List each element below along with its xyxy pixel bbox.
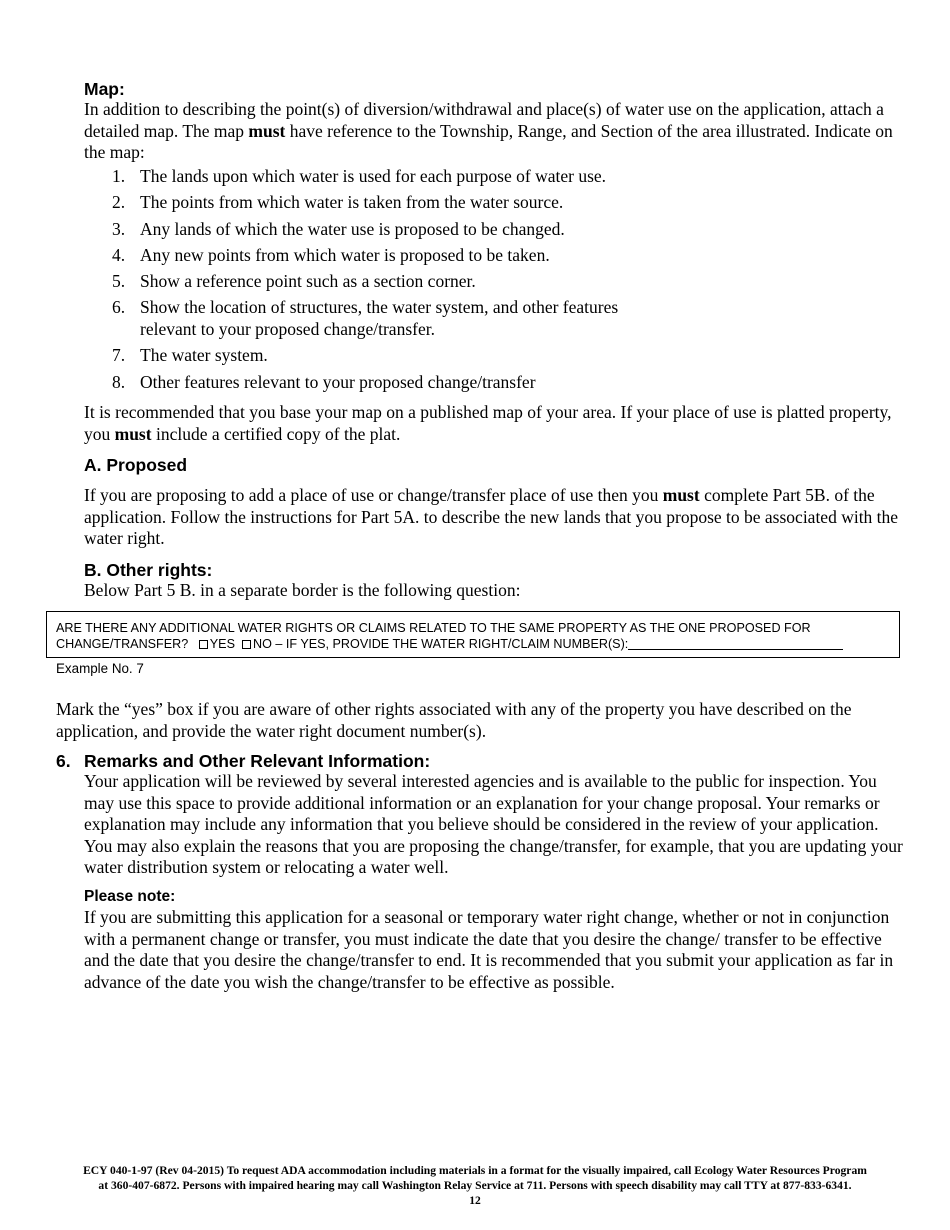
no-checkbox[interactable] bbox=[242, 640, 251, 649]
yes-checkbox[interactable] bbox=[199, 640, 208, 649]
please-note-heading: Please note: bbox=[84, 888, 176, 905]
page-footer bbox=[30, 1163, 920, 1208]
list-item-number: 1. bbox=[112, 166, 126, 186]
list-item-number: 2. bbox=[112, 192, 126, 213]
mark-yes-text: Mark the “yes” box if you are aware of other rights associated with any of the property you have described on the application, and provide the water right document number(s). bbox=[56, 699, 852, 741]
list-item-number: 4. bbox=[112, 244, 126, 265]
footer-line-1: ECY 040-1-97 (Rev 04-2015) To request ADA accommodation including materials in a format for the visually impaired, call Ecology Water Resources Program bbox=[83, 1164, 867, 1177]
list-item bbox=[112, 192, 712, 214]
list-item-text: Any new points from which water is proposed to be taken. bbox=[140, 244, 550, 265]
list-item-text: The points from which water is taken from the water source. bbox=[140, 192, 564, 213]
remarks-text: Your application will be reviewed by several interested agencies and is available to the public for inspection. You may use this space to provide additional information or an explanation for your change proposal. Your remarks or explanation may include any information that you believe should be considered in the review of your application. You may also explain the reasons that you are proposing the change/transfer, for example, that you are updating your water distribution system or relocating a water well. bbox=[84, 771, 903, 877]
question-line-1: ARE THERE ANY ADDITIONAL WATER RIGHTS OR CLAIMS RELATED TO THE SAME PROPERTY AS THE ONE PROPOSED FOR bbox=[56, 621, 811, 635]
list-item bbox=[112, 245, 712, 267]
remarks-heading: Remarks and Other Relevant Information: bbox=[84, 751, 431, 771]
list-item-number: 5. bbox=[112, 271, 126, 292]
question-line-2: CHANGE/TRANSFER? YES NO – IF YES, PROVIDE THE WATER RIGHT/CLAIM NUMBER(S): bbox=[56, 636, 890, 652]
list-item-text: Any lands of which the water use is proposed to be changed. bbox=[140, 218, 565, 239]
list-item-number: 7. bbox=[112, 345, 126, 366]
other-rights-question-box bbox=[46, 611, 900, 658]
proposed-text: If you are proposing to add a place of use or change/transfer place of use then you must complete Part 5B. of the application. Follow the instructions for Part 5A. to describe the new lands that you propose to be associated with the water right. bbox=[84, 485, 899, 548]
page-number: 12 bbox=[469, 1194, 481, 1207]
list-item bbox=[112, 372, 712, 394]
other-rights-heading: B. Other rights: bbox=[84, 560, 213, 580]
list-item-text: The lands upon which water is used for each purpose of water use. bbox=[140, 166, 607, 186]
list-item bbox=[112, 166, 712, 188]
map-intro: In addition to describing the point(s) of diversion/withdrawal and place(s) of water use on the application, attach a detailed map. The map must have reference to the Township, Range, and Section of the area illustrated. Indicate on the map: bbox=[84, 99, 893, 162]
other-rights-text: Below Part 5 B. in a separate border is the following question: bbox=[84, 580, 521, 600]
list-item-number: 3. bbox=[112, 218, 126, 239]
example-label: Example No. 7 bbox=[56, 661, 144, 676]
remarks-number: 6. bbox=[56, 751, 71, 771]
list-item-text: The water system. bbox=[140, 345, 268, 366]
list-item-text: Other features relevant to your proposed change/transfer bbox=[140, 371, 536, 392]
list-item bbox=[112, 297, 712, 340]
claim-number-line[interactable] bbox=[628, 637, 843, 650]
footer-line-2: at 360-407-6872. Persons with impaired hearing may call Washington Relay Service at 711. Persons with speech disability may call TTY at 877-833-6341. bbox=[98, 1179, 852, 1192]
map-heading: Map: bbox=[84, 79, 125, 99]
list-item bbox=[112, 271, 712, 293]
list-item-text: Show a reference point such as a section corner. bbox=[140, 271, 476, 292]
map-requirements-list bbox=[112, 166, 712, 398]
list-item bbox=[112, 219, 712, 241]
map-recommendation: It is recommended that you base your map on a published map of your area. If your place of use is platted property, you must include a certified copy of the plat. bbox=[84, 402, 892, 444]
list-item-number: 6. bbox=[112, 297, 126, 318]
list-item bbox=[112, 345, 712, 367]
list-item-text: Show the location of structures, the water system, and other features relevant to your proposed change/transfer. bbox=[140, 297, 619, 339]
list-item-number: 8. bbox=[112, 371, 126, 392]
proposed-heading: A. Proposed bbox=[84, 455, 188, 475]
please-note-text: If you are submitting this application for a seasonal or temporary water right change, whether or not in conjunction with a permanent change or transfer, you must indicate the date that you desire the change/ transfer to be effective and the date that you desire the change/transfer to end. It is recommended that you submit your application as far in advance of the date you wish the change/transfer to be effective as possible. bbox=[84, 907, 894, 992]
